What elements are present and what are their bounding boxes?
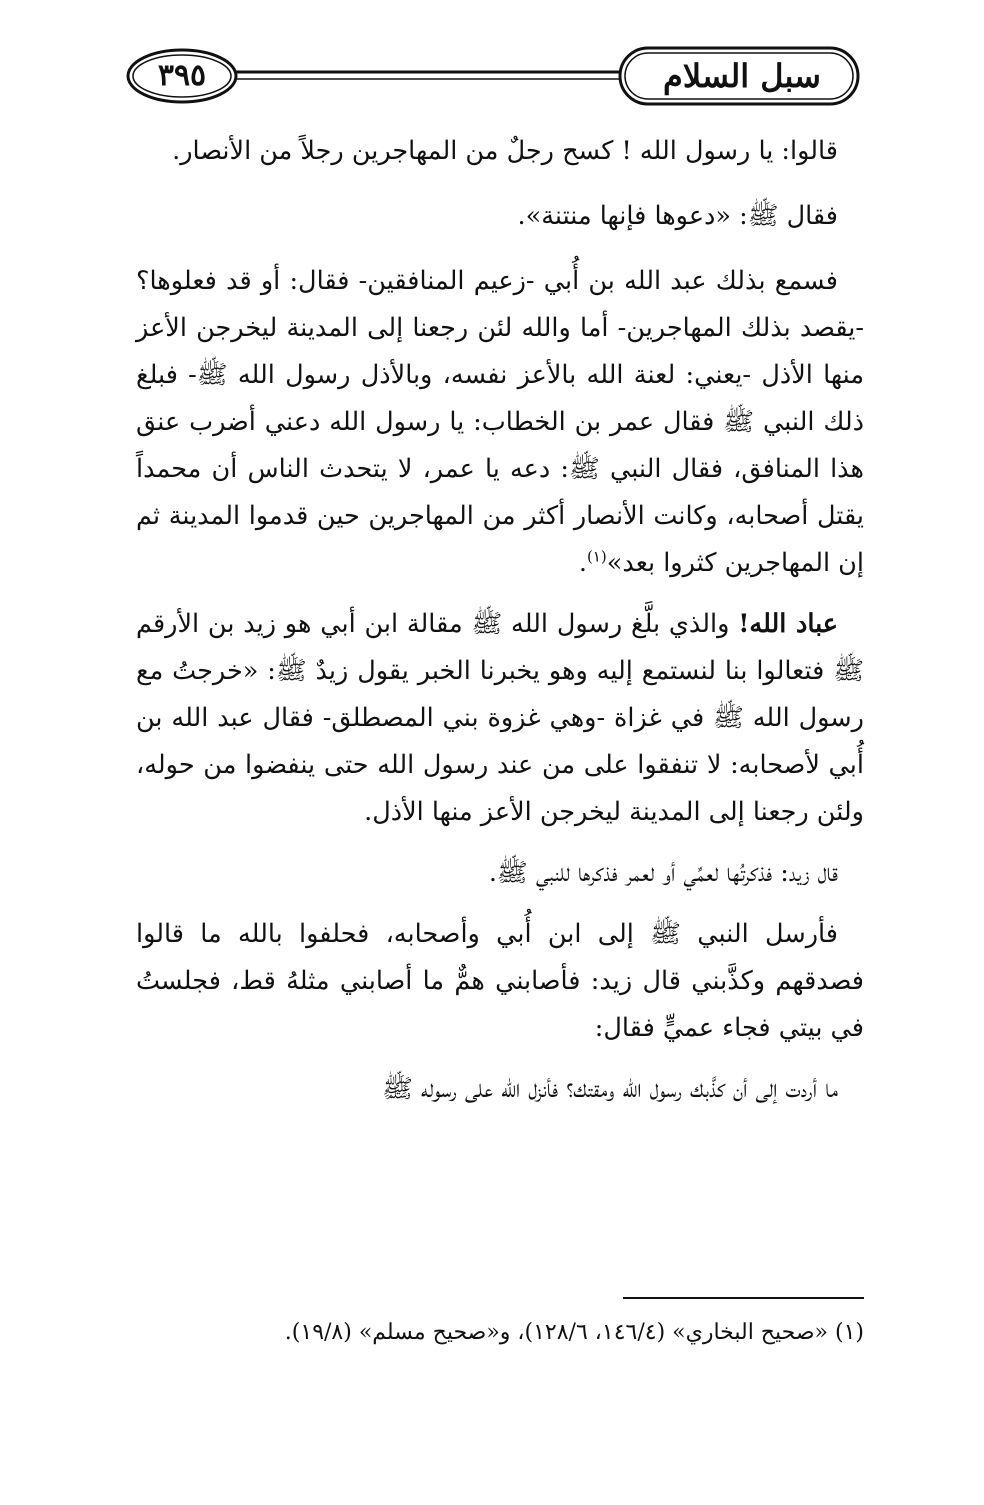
paragraph — [136, 258, 864, 587]
paragraph: فأرسل النبي ﷺ إلى ابن أُبي وأصحابه، فحلفوا بالله ما قالوا فصدقهم وكذَّبني قال زيد: فأصابني همٌّ ما أصابني مثلهُ قط، فجلستُ في بيتي فجاء عميٍّ فقال: — [136, 919, 864, 1043]
main-text — [136, 128, 864, 1127]
page-number: ٣٩٥ — [157, 58, 207, 93]
paragraph-text: والذي بلَّغ رسول الله ﷺ مقالة ابن أبي هو زيد بن الأرقم ﷺ فتعالوا بنا لنستمع إليه وهو يخبرنا الخبر يقول زيدٌ ﷺ: «خرجتُ مع رسول الله ﷺ في غزاة -وهي غزوة بني المصطلق- فقال عبد الله بن أُبي لأصحابه: لا تنفقوا على من عند رسول الله حتى ينفضوا من حوله، ولئن رجعنا إلى المدينة ليخرجن الأعز منها الأذل. — [136, 609, 864, 827]
running-title: سبل السلام — [663, 57, 821, 95]
page-header — [120, 40, 865, 112]
footnote: (١) «صحيح البخاري» (١٤٦/٤، ١٢٨/٦)، و«صحيح مسلم» (١٩/٨). — [284, 1320, 864, 1345]
paragraph — [136, 193, 864, 240]
paragraph — [136, 601, 864, 836]
footnote-reference: (١) — [586, 547, 607, 566]
paragraph-text: فسمع بذلك عبد الله بن أُبي -زعيم المنافقين- فقال: أو قد فعلوها؟ -يقصد بذلك المهاجرين- أما والله لئن رجعنا إلى المدينة ليخرجن الأعز منها الأذل -يعني: لعنة الله بالأعز نفسه، وبالأذل رسول الله ﷺ- فبلغ ذلك النبي ﷺ فقال عمر بن الخطاب: يا رسول الله دعني أضرب عنق هذا المنافق، فقال النبي ﷺ: دعه يا عمر، لا يتحدث الناس أن محمداً يقتل أصحابه، وكانت الأنصار أكثر من المهاجرين حين قدموا المدينة ثم إن المهاجرين كثروا بعد» — [136, 266, 864, 578]
paragraph: قال زيد: فذكرتُها لعمِّي أو لعمر فذكرها للنبي ﷺ. — [488, 858, 838, 888]
footnote-divider — [623, 1297, 864, 1299]
paragraph: قالوا: يا رسول الله ! كسح رجلٌ من المهاجرين رجلاً من الأنصار. — [172, 136, 838, 166]
paragraph-text: فقال ﷺ: «دعوها فإنها منتنة». — [517, 201, 838, 231]
paragraph-end: . — [578, 548, 587, 578]
bold-lead: عباد الله! — [738, 609, 839, 639]
paragraph: ما أردت إلى أن كذَّبك رسول الله ومقتك؟ فأنزل الله على رسوله ﷺ — [382, 1074, 838, 1104]
